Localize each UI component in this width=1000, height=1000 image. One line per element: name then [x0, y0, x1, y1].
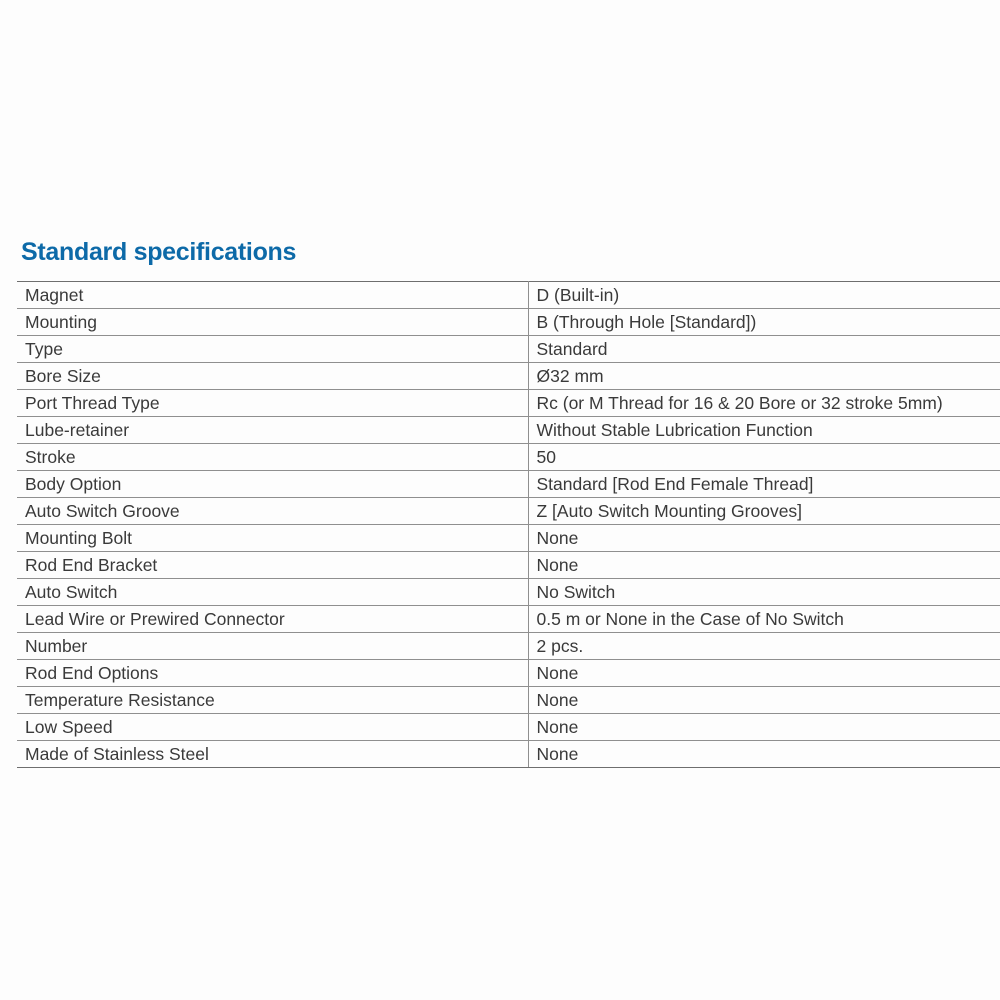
- table-row: [17, 552, 1000, 579]
- spec-value: B (Through Hole [Standard]): [528, 309, 1000, 336]
- spec-value: Without Stable Lubrication Function: [528, 417, 1000, 444]
- table-row: [17, 714, 1000, 741]
- page-title: Standard specifications: [21, 238, 297, 266]
- spec-value: None: [528, 552, 1000, 579]
- spec-value: Z [Auto Switch Mounting Grooves]: [528, 498, 1000, 525]
- spec-label: Number: [17, 633, 528, 660]
- table-row: [17, 687, 1000, 714]
- table-row: [17, 741, 1000, 768]
- spec-label: Temperature Resistance: [17, 687, 528, 714]
- spec-label: Lube-retainer: [17, 417, 528, 444]
- spec-value: Rc (or M Thread for 16 & 20 Bore or 32 stroke 5mm): [528, 390, 1000, 417]
- table-row: [17, 525, 1000, 552]
- table-row: [17, 471, 1000, 498]
- spec-label: Port Thread Type: [17, 390, 528, 417]
- spec-label: Made of Stainless Steel: [17, 741, 528, 768]
- table-row: [17, 633, 1000, 660]
- table-row: [17, 282, 1000, 309]
- table-row: [17, 579, 1000, 606]
- spec-label: Low Speed: [17, 714, 528, 741]
- spec-label: Lead Wire or Prewired Connector: [17, 606, 528, 633]
- spec-value: No Switch: [528, 579, 1000, 606]
- specifications-table-body: [17, 282, 1000, 768]
- spec-value: None: [528, 525, 1000, 552]
- spec-value: 0.5 m or None in the Case of No Switch: [528, 606, 1000, 633]
- table-row: [17, 498, 1000, 525]
- spec-label: Auto Switch Groove: [17, 498, 528, 525]
- spec-value: 2 pcs.: [528, 633, 1000, 660]
- spec-label: Body Option: [17, 471, 528, 498]
- table-row: [17, 606, 1000, 633]
- specifications-table: [17, 281, 1000, 768]
- table-row: [17, 309, 1000, 336]
- spec-value: None: [528, 660, 1000, 687]
- spec-label: Stroke: [17, 444, 528, 471]
- spec-label: Mounting Bolt: [17, 525, 528, 552]
- spec-value: Standard: [528, 336, 1000, 363]
- spec-label: Rod End Options: [17, 660, 528, 687]
- table-row: [17, 660, 1000, 687]
- spec-label: Magnet: [17, 282, 528, 309]
- spec-label: Auto Switch: [17, 579, 528, 606]
- spec-value: Ø32 mm: [528, 363, 1000, 390]
- spec-value: D (Built-in): [528, 282, 1000, 309]
- spec-value: Standard [Rod End Female Thread]: [528, 471, 1000, 498]
- table-row: [17, 390, 1000, 417]
- spec-value: None: [528, 687, 1000, 714]
- table-row: [17, 444, 1000, 471]
- spec-label: Rod End Bracket: [17, 552, 528, 579]
- table-row: [17, 417, 1000, 444]
- table-row: [17, 363, 1000, 390]
- table-row: [17, 336, 1000, 363]
- spec-value: 50: [528, 444, 1000, 471]
- spec-label: Type: [17, 336, 528, 363]
- spec-label: Bore Size: [17, 363, 528, 390]
- spec-value: None: [528, 714, 1000, 741]
- spec-value: None: [528, 741, 1000, 768]
- spec-label: Mounting: [17, 309, 528, 336]
